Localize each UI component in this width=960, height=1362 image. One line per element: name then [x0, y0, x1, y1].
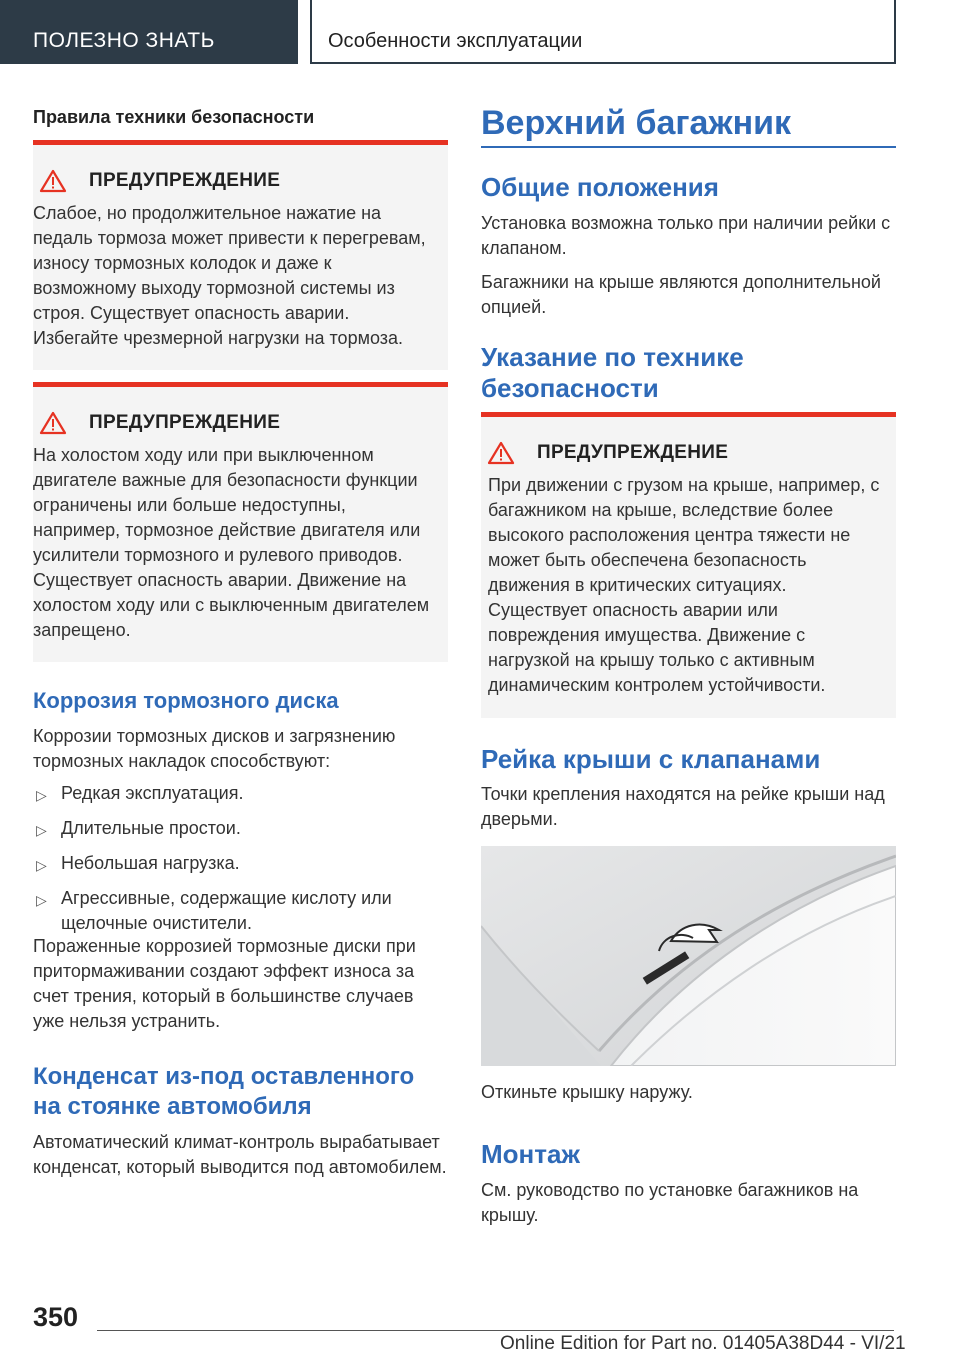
warning-triangle-icon	[487, 441, 515, 465]
corrosion-outro: Пораженные коррозией тормозные диски при притормаживании создают эффект износа за счет трения, который в большинстве случаев уже нельзя устранить.	[33, 936, 416, 1031]
general-paragraph-1: Установка возможна только при наличии рейки с клапаном.	[481, 213, 891, 258]
footer-divider	[97, 1330, 894, 1331]
warning-box-brake-overheat	[33, 140, 448, 370]
safety-rules-title: Правила техники безопасности	[33, 107, 315, 127]
triangle-bullet-icon: ▷	[36, 822, 47, 838]
chapter-title: Особенности эксплуатации	[328, 30, 583, 52]
corrosion-heading: Коррозия тормозного диска	[33, 688, 339, 713]
rail-heading: Рейка крыши с клапанами	[481, 744, 821, 774]
edition-info: Online Edition for Part no. 01405A38D44 - VI/21	[500, 1333, 906, 1354]
warning-box-idle-engine	[33, 382, 448, 662]
general-paragraph-2: Багажники на крыше являются дополнительной опцией.	[481, 272, 881, 317]
warning-triangle-icon	[39, 169, 67, 193]
roof-rail-illustration	[481, 846, 896, 1066]
page-number: 350	[33, 1302, 79, 1332]
title-underline	[481, 146, 896, 148]
warning-label: ПРЕДУПРЕЖДЕНИЕ	[537, 442, 729, 463]
page-title: Верхний багажник	[481, 104, 792, 142]
section-tab	[0, 0, 298, 64]
warning-triangle-icon	[39, 411, 67, 435]
list-item: ▷ Редкая эксплуатация.	[33, 781, 448, 806]
image-caption: Откиньте крышку наружу.	[481, 1082, 693, 1102]
corrosion-intro: Коррозии тормозных дисков и загрязнению тормозных накладок способствуют:	[33, 726, 396, 771]
warning-box-roof-load	[481, 412, 896, 718]
triangle-bullet-icon: ▷	[36, 892, 47, 908]
triangle-bullet-icon: ▷	[36, 787, 47, 803]
warning-header	[39, 169, 438, 193]
safety-heading: Указание по технике безопасности	[481, 342, 744, 403]
warning-label: ПРЕДУПРЕЖДЕНИЕ	[89, 412, 281, 433]
rail-text: Точки крепления находятся на рейке крыши над дверьми.	[481, 784, 885, 829]
warning-text: При движении с грузом на крыше, например, с багажником на крыше, вследствие более высокого расположения центра тяжести не может быть обеспечена безопасность движения в критических ситуациях. Существует опасность аварии или повреждения имущества. Движение с нагрузкой на крышу только с активным динамическим контролем устойчивости.	[488, 475, 880, 695]
warning-header	[487, 441, 886, 465]
condensate-heading: Конденсат из-под оставленного на стоянке автомобиля	[33, 1063, 415, 1120]
general-heading: Общие положения	[481, 172, 719, 202]
mount-text: См. руководство по установке багажников на крышу.	[481, 1180, 859, 1225]
chapter-header	[310, 0, 896, 64]
corrosion-list	[33, 781, 448, 946]
list-item: ▷ Длительные простои.	[33, 816, 448, 841]
triangle-bullet-icon: ▷	[36, 857, 47, 873]
list-item: ▷ Агрессивные, содержащие кислоту или щелочные очистители.	[36, 888, 392, 933]
warning-text: Слабое, но продолжительное нажатие на педаль тормоза может привести к перегревам, износу тормозных колодок и даже к возможному выходу тормозной системы из строя. Существует опасность аварии. Избегайте чрезмерной нагрузки на тормоза.	[33, 203, 426, 348]
mount-heading: Монтаж	[481, 1139, 580, 1169]
warning-label: ПРЕДУПРЕЖДЕНИЕ	[89, 170, 281, 191]
section-title: ПОЛЕЗНО ЗНАТЬ	[33, 29, 215, 52]
warning-text: На холостом ходу или при выключенном двигателе важные для безопасности функции ограничены или больше недоступны, например, тормозное действие двигателя или усилители тормозного и рулевого приводов. Существует опасность аварии. Движение на холостом ходу или с выключенным двигателем запрещено.	[33, 445, 430, 640]
warning-header	[39, 411, 438, 435]
list-item: ▷ Небольшая нагрузка.	[33, 851, 448, 876]
condensate-text: Автоматический климат-контроль вырабатывает конденсат, который выводится под автомобилем.	[33, 1132, 447, 1177]
